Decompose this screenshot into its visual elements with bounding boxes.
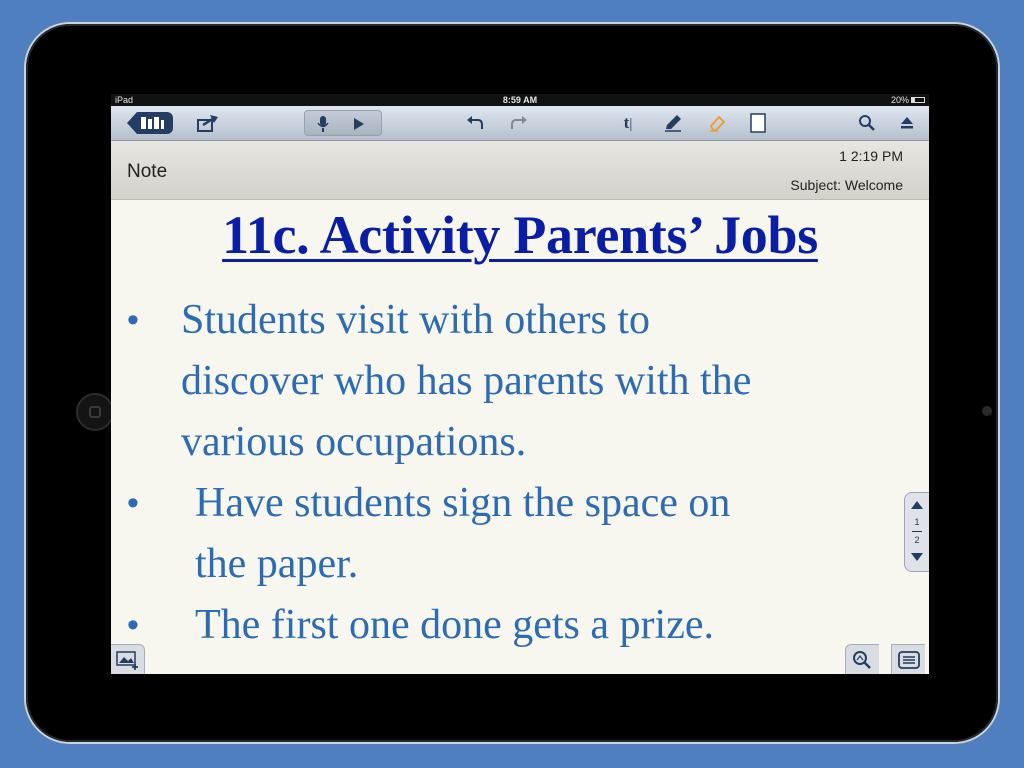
page-up-icon[interactable] — [911, 501, 923, 509]
redo-icon — [510, 116, 528, 130]
toolbar — [111, 106, 929, 141]
page-down-icon[interactable] — [911, 553, 923, 561]
play-button[interactable] — [349, 112, 369, 136]
text-tool-button[interactable] — [617, 111, 639, 135]
page-button[interactable] — [747, 111, 769, 135]
bullet-marker: • — [127, 301, 139, 339]
current-page: 1 — [914, 517, 920, 527]
undo-button[interactable] — [463, 111, 487, 135]
search-button[interactable] — [855, 111, 879, 135]
carrier-label: iPad — [115, 95, 134, 105]
eject-icon — [900, 116, 914, 130]
search-icon — [858, 114, 876, 132]
eraser-button[interactable] — [705, 111, 729, 135]
eject-button[interactable] — [895, 111, 919, 135]
library-icon — [140, 116, 166, 130]
zoom-button[interactable] — [845, 644, 879, 674]
bullet-1-line-1: Students visit with others to — [181, 297, 651, 343]
status-clock: 8:59 AM — [502, 95, 538, 105]
page-navigator — [904, 492, 929, 572]
menu-icon — [898, 651, 920, 669]
bullet-marker: • — [127, 484, 139, 522]
bullet-1-line-2: discover who has parents with the — [181, 358, 752, 404]
note-header — [111, 141, 929, 200]
battery-indicator — [891, 94, 925, 106]
eraser-icon — [708, 114, 726, 132]
page-icon — [750, 113, 766, 133]
audio-controls — [304, 110, 382, 136]
microphone-icon — [317, 115, 329, 133]
redo-button[interactable] — [507, 111, 531, 135]
record-button[interactable] — [313, 112, 333, 136]
note-subject: Subject: Welcome — [790, 177, 903, 193]
home-button[interactable] — [76, 393, 114, 431]
screen — [111, 94, 929, 674]
status-bar — [111, 94, 929, 106]
share-button[interactable] — [195, 111, 221, 135]
bullet-1-line-3: various occupations. — [181, 419, 527, 465]
add-image-button[interactable] — [111, 644, 145, 674]
pen-icon — [663, 114, 683, 132]
zoom-icon — [852, 650, 874, 670]
bullet-2-line-2: the paper. — [195, 541, 359, 587]
add-image-icon — [116, 650, 140, 670]
library-button[interactable] — [127, 112, 173, 134]
bullet-marker: • — [127, 606, 139, 644]
note-label: Note — [127, 161, 168, 182]
camera-dot — [982, 406, 992, 416]
bullet-3-line-1: The first one done gets a prize. — [195, 602, 714, 648]
share-icon — [197, 114, 219, 132]
menu-button[interactable] — [891, 644, 925, 674]
total-pages: 2 — [914, 535, 920, 545]
note-title: 11c. Activity Parents’ Jobs — [222, 205, 818, 265]
battery-icon — [911, 97, 925, 103]
undo-icon — [466, 116, 484, 130]
note-time: 1 2:19 PM — [839, 148, 903, 164]
play-icon — [353, 117, 365, 131]
battery-percent: 20% — [890, 95, 909, 105]
pen-button[interactable] — [661, 111, 685, 135]
text-tool-icon: t| — [623, 113, 633, 132]
bullet-2-line-1: Have students sign the space on — [195, 480, 731, 526]
